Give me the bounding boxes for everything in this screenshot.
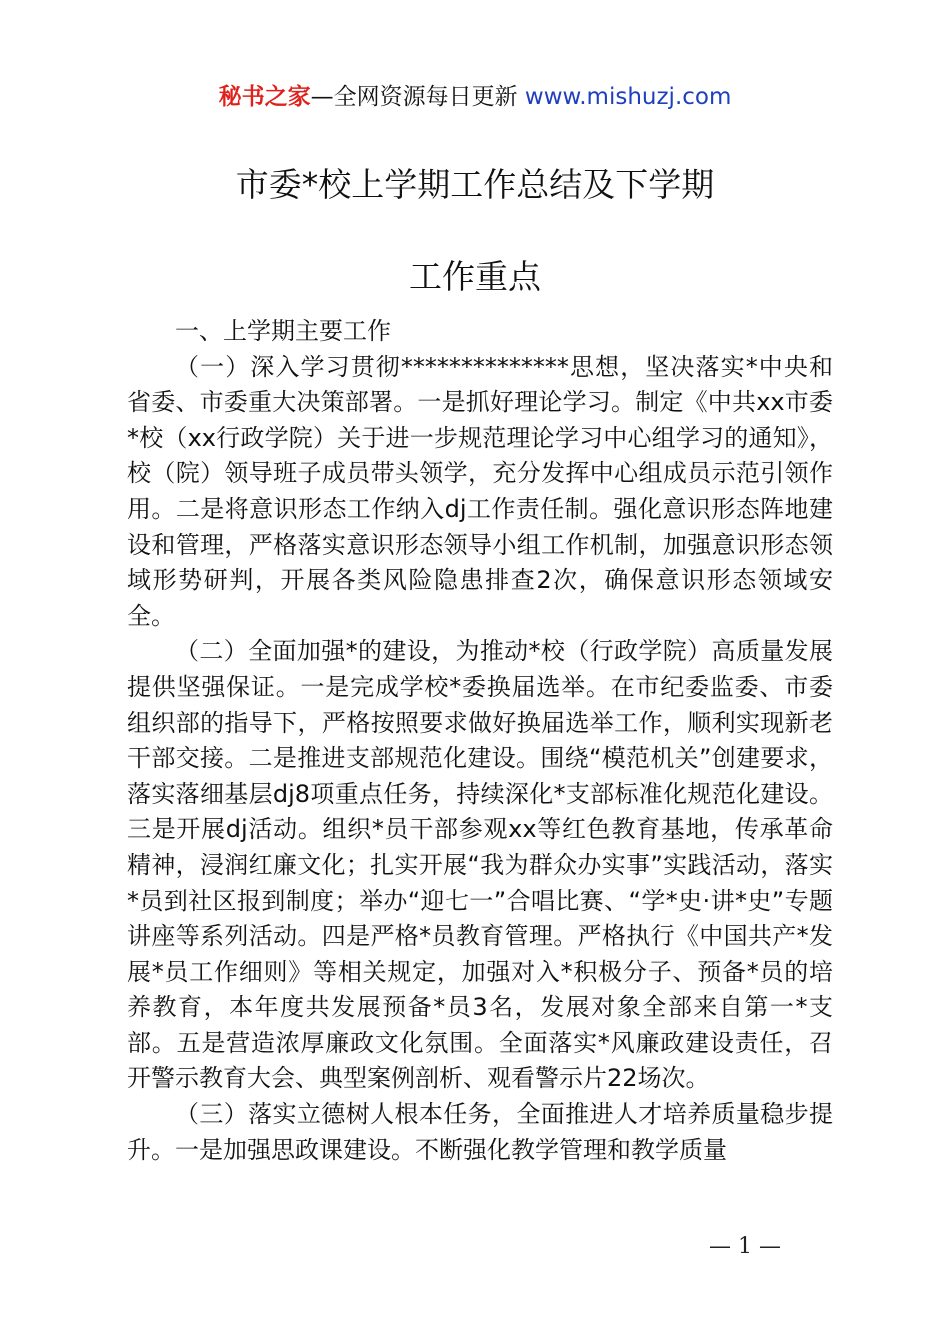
paragraph-2: （二）全面加强*的建设，为推动*校（行政学院）高质量发展提供坚强保证。一是完成学校*委换届选举。在市纪委监委、市委组织部的指导下，严格按照要求做好换届选举工作，顺利实现新老干部交接。二是推进支部规范化建设。围绕“模范机关”创建要求，落实落细基层dj8项重点任务，持续深化*支部标准化规范化建设。三是开展dj活动。组织*员干部参观xx等红色教育基地，传承革命精神，浸润红廉文化；扎实开展“我为群众办实事”实践活动，落实*员到社区报到制度；举办“迎七一”合唱比赛、“学*史·讲*史”专题讲座等系列活动。四是严格*员教育管理。严格执行《中国共产*发展*员工作细则》等相关规定，加强对入*积极分子、预备*员的培养教育，本年度共发展预备*员3名，发展对象全部来自第一*支部。五是营造浓厚廉政文化氛围。全面落实*风廉政建设责任，召开警示教育大会、典型案例剖析、观看警示片22场次。 <box>127 637 833 1093</box>
document-title-line-2: 工作重点 <box>409 257 541 296</box>
section-heading: 一、上学期主要工作 <box>175 317 391 345</box>
site-url-link[interactable]: www.mishuzj.com <box>524 84 732 110</box>
paragraph-3: （三）落实立德树人根本任务，全面推进人才培养质量稳步提升。一是加强思政课建设。不断强化教学管理和教学质量 <box>127 1100 833 1164</box>
page-number: — 1 — <box>709 1234 781 1259</box>
document-title-line-1: 市委*校上学期工作总结及下学期 <box>235 165 715 204</box>
paragraph-1: （一）深入学习贯彻**************思想，坚决落实*中央和省委、市委重大决策部署。一是抓好理论学习。制定《中共xx市委*校（xx行政学院）关于进一步规范理论学习中心组学习的通知》，校（院）领导班子成员带头领学，充分发挥中心组成员示范引领作用。二是将意识形态工作纳入dj工作责任制。强化意识形态阵地建设和管理，严格落实意识形态领导小组工作机制，加强意识形态领域形势研判，开展各类风险隐患排查2次，确保意识形态领域安全。 <box>127 352 833 630</box>
document-body <box>127 314 833 1168</box>
site-header <box>0 82 950 112</box>
header-tagline: —全网资源每日更新 <box>310 84 525 110</box>
brand-name: 秘书之家 <box>218 84 311 110</box>
